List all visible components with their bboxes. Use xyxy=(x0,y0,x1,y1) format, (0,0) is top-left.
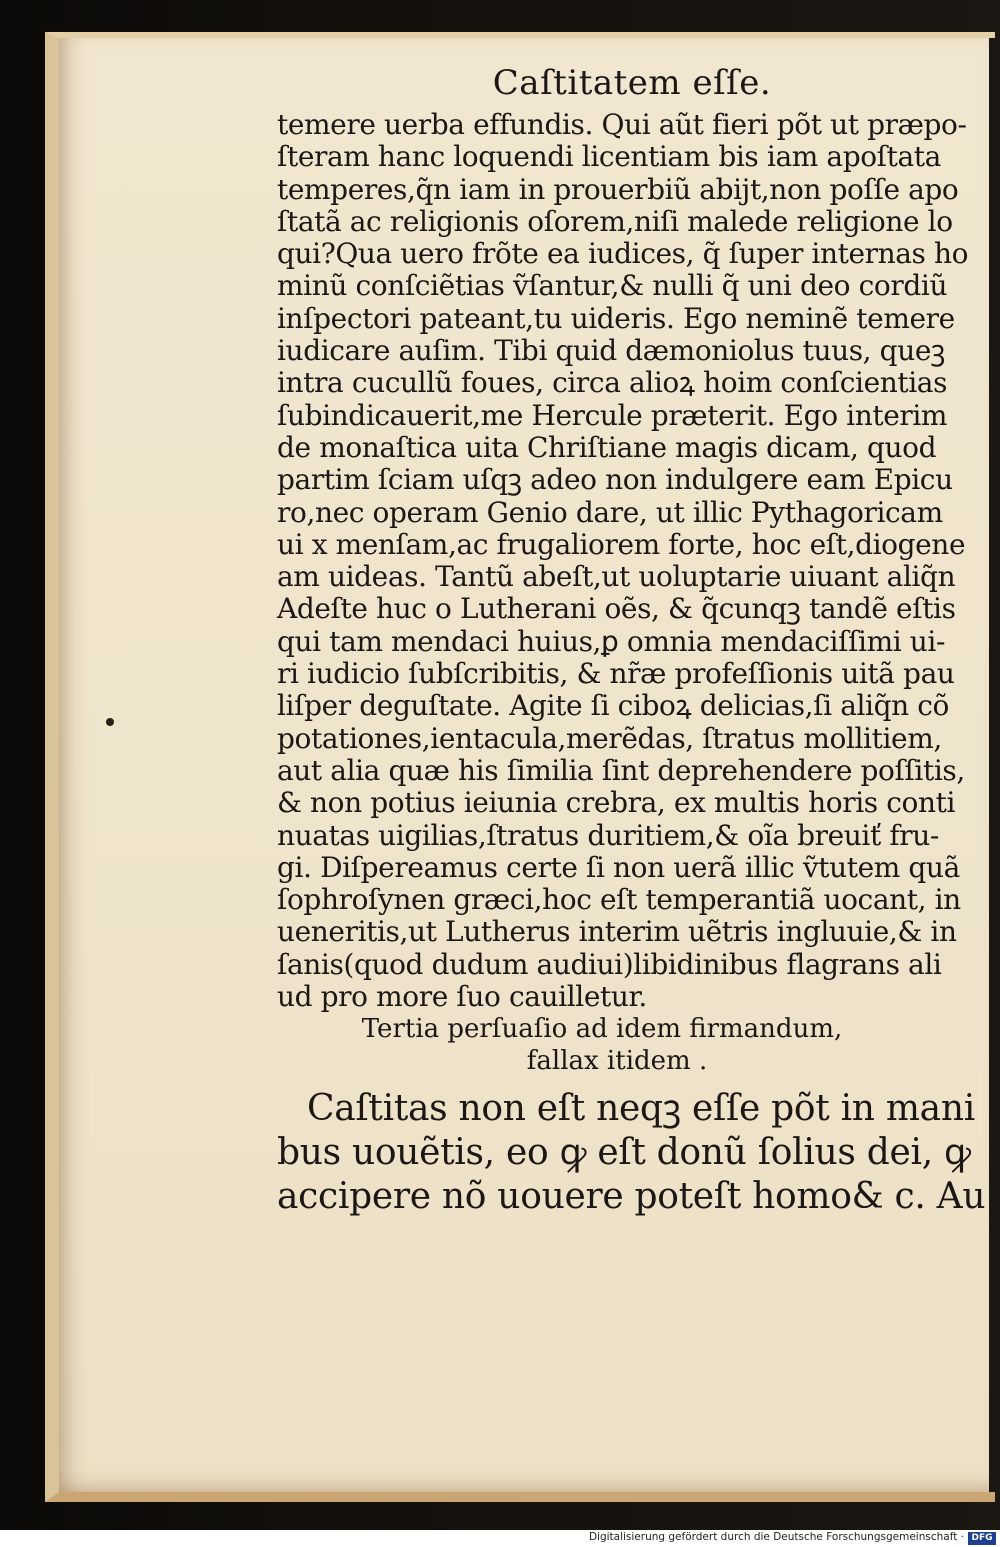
lead-line: Caſtitas non eſt neqꝫ eſſe põt in mani xyxy=(307,1088,975,1130)
footer-credit: Digitalisierung gefördert durch die Deutsche Forschungsgemeinschaft · xyxy=(588,1531,964,1543)
text-line: partim ſciam uſqꝫ adeo non indulgere eam Epicu xyxy=(277,463,953,497)
lead-paragraph xyxy=(277,1087,986,1219)
text-line: potationes,ientacula,merẽdas, ſtratus mollitiem, xyxy=(277,721,942,755)
text-line: nuatas uigilias,ſtratus duritiem,& oĩa breuiť fru- xyxy=(277,818,939,852)
page-text-block xyxy=(277,63,986,1219)
text-line: temere uerba effundis. Qui aũt fieri põt ut præpo- xyxy=(277,108,967,141)
text-line: am uideas. Tantũ abeſt,ut uoluptarie uiuant aliq̃n xyxy=(277,560,956,594)
text-line: inſpectori pateant,tu uideris. Ego neminẽ temere xyxy=(277,301,955,335)
text-line: ſanis(quod dudum audiui)libidinibus flagrans ali xyxy=(277,947,942,981)
text-line: gi. Diſpereamus certe ſi non uerã illic ṽtutem quã xyxy=(277,850,960,884)
text-line: ui x menſam,ac frugaliorem forte, hoc eſt,diogene xyxy=(277,527,966,561)
book-page xyxy=(45,32,995,1502)
text-line: Adeſte huc o Lutherani oẽs, & q̃cunqꝫ tandẽ eſtis xyxy=(277,592,956,626)
dfg-logo: DFG xyxy=(968,1532,996,1545)
text-line: ri iudicio ſubſcribitis, & nr̃æ profeſſionis uitã pau xyxy=(277,657,955,691)
text-line: ueneritis,ut Lutherus interim uẽtris ingluuie,& in xyxy=(277,915,957,949)
text-line: ſtatã ac religionis oſorem,niſi malede religione lo xyxy=(277,204,953,238)
text-line: qui tam mendaci huius,ꝑ omnia mendaciſſimi ui- xyxy=(277,624,946,658)
text-line: temperes,q̃n iam in prouerbiũ abijt,non poſſe apo xyxy=(277,172,959,206)
text-line: ſteram hanc loquendi licentiam bis iam apoſtata xyxy=(277,140,941,174)
lead-line: accipere nõ uouere poteſt homo& c. Au xyxy=(277,1176,986,1218)
text-line: ro,nec operam Genio dare, ut illic Pythagoricam xyxy=(277,495,943,529)
text-line: ud pro more ſuo cauilletur. xyxy=(277,980,647,1014)
text-line: ſophroſynen græci,hoc eſt temperantiã uocant, in xyxy=(277,883,961,917)
text-line: ſubindicauerit,me Hercule præterit. Ego interim xyxy=(277,398,948,432)
digitization-footer xyxy=(0,1530,1000,1547)
text-line: minũ conſciẽtias ṽſantur,& nulli q̃ uni deo cordiũ xyxy=(277,269,948,303)
text-line: aut alia quæ his ſimilia ſint deprehendere poſſitis, xyxy=(277,753,965,787)
section-subheading xyxy=(277,1013,927,1077)
lead-line: bus uouẽtis, eo ꝙ eſt donũ ſolius dei, ꝙ xyxy=(277,1132,971,1174)
text-line: liſper deguſtate. Agite ſi ciboꝝ delicias,ſi aliq̃n cõ xyxy=(277,689,950,723)
text-line: intra cucullũ foues, circa alioꝝ hoim conſcientias xyxy=(277,366,948,400)
text-line: & non potius ieiunia crebra, ex multis horis conti xyxy=(277,786,956,820)
text-line: iudicare auſim. Tibi quid dæmoniolus tuus, queꝫ xyxy=(277,334,945,368)
page-edge-shadow xyxy=(989,38,995,1492)
running-head: Caſtitatem eſſe. xyxy=(492,63,772,103)
text-line: de monaſtica uita Chriſtiane magis dicam, quod xyxy=(277,430,937,464)
subheading-line: fallax itidem . xyxy=(526,1046,708,1077)
subheading-line: Tertia perſuaſio ad idem firmandum, xyxy=(361,1014,843,1045)
body-text xyxy=(277,108,969,1014)
text-line: qui?Qua uero frõte ea iudices, q̃ ſuper internas ho xyxy=(277,237,969,271)
ink-spot xyxy=(106,718,114,726)
